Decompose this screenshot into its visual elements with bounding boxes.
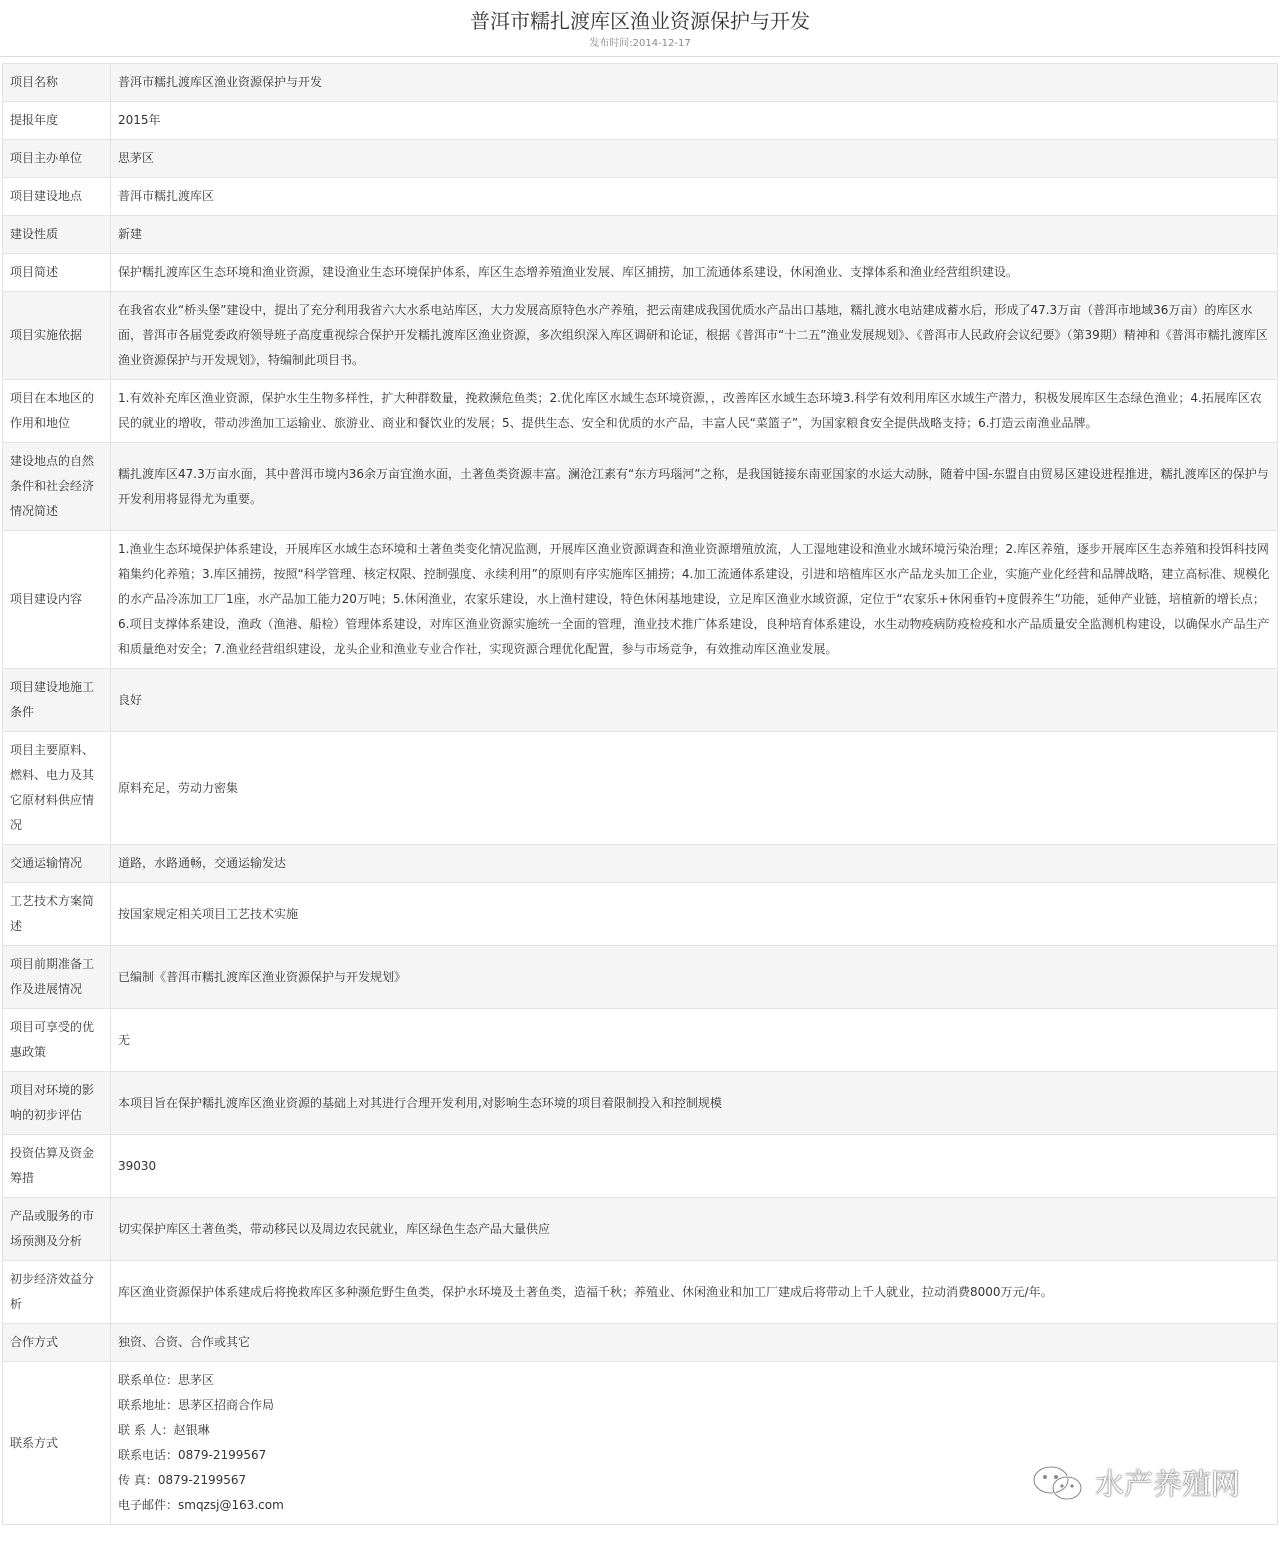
table-row [3,732,1278,845]
row-label: 建设性质 [3,216,111,254]
row-label: 项目可享受的优惠政策 [3,1009,111,1072]
row-value: 2015年 [111,102,1278,140]
row-label: 初步经济效益分析 [3,1261,111,1324]
row-value: 道路，水路通畅，交通运输发达 [111,845,1278,883]
row-value: 普洱市糯扎渡库区 [111,178,1278,216]
page-header [0,0,1280,57]
row-label: 项目对环境的影响的初步评估 [3,1072,111,1135]
contact-label: 联系方式 [3,1362,111,1525]
page-title: 普洱市糯扎渡库区渔业资源保护与开发 [470,9,810,33]
row-value: 思茅区 [111,140,1278,178]
row-label: 项目建设地施工条件 [3,669,111,732]
table-row [3,1198,1278,1261]
contact-line: 联系地址：思茅区招商合作局 [118,1398,275,1412]
row-value: 新建 [111,216,1278,254]
row-value: 无 [111,1009,1278,1072]
row-label: 项目前期准备工作及进展情况 [3,946,111,1009]
table-row [3,292,1278,380]
table-row [3,1009,1278,1072]
row-value: 本项目旨在保护糯扎渡库区渔业资源的基础上对其进行合理开发利用,对影响生态环境的项目着限制投入和控制规模 [111,1072,1278,1135]
table-row [3,1324,1278,1362]
table-row [3,380,1278,443]
table-row [3,1072,1278,1135]
table-row [3,946,1278,1009]
table-row [3,216,1278,254]
row-value: 糯扎渡库区47.3万亩水面，其中普洱市境内36余万亩宜渔水面，土著鱼类资源丰富。澜沧江素有“东方玛瑙河”之称，是我国链接东南亚国家的水运大动脉，随着中国-东盟自由贸易区建设进程推进，糯扎渡库区的保护与开发利用将显得尤为重要。 [111,443,1278,531]
watermark [1031,1462,1240,1503]
row-value: 切实保护库区土著鱼类，带动移民以及周边农民就业，库区绿色生态产品大量供应 [111,1198,1278,1261]
row-label: 项目建设地点 [3,178,111,216]
row-value: 39030 [111,1135,1278,1198]
row-label: 项目简述 [3,254,111,292]
table-row [3,883,1278,946]
row-label: 项目主办单位 [3,140,111,178]
row-value: 已编制《普洱市糯扎渡库区渔业资源保护与开发规划》 [111,946,1278,1009]
row-label: 项目建设内容 [3,531,111,669]
watermark-text: 水产养殖网 [1094,1467,1240,1501]
wechat-icon [1031,1464,1085,1502]
row-value: 库区渔业资源保护体系建成后将挽救库区多种濒危野生鱼类，保护水环境及土著鱼类，造福千秋；养殖业、休闲渔业和加工厂建成后将带动上千人就业，拉动消费8000万元/年。 [111,1261,1278,1324]
table-row [3,1261,1278,1324]
row-label: 工艺技术方案简述 [3,883,111,946]
table-row [3,845,1278,883]
row-label: 交通运输情况 [3,845,111,883]
table-row [3,443,1278,531]
row-label: 投资估算及资金筹措 [3,1135,111,1198]
row-value: 普洱市糯扎渡库区渔业资源保护与开发 [111,64,1278,102]
row-value: 1.有效补充库区渔业资源，保护水生生物多样性，扩大种群数量，挽救濒危鱼类；2.优化库区水域生态环境资源，，改善库区水域生态环境3.科学有效利用库区水域生产潜力，积极发展库区生态绿色渔业；4.拓展库区农民的就业的增收，带动涉渔加工运输业、旅游业、商业和餐饮业的发展；5、提供生态、安全和优质的水产品，丰富人民“菜篮子”，为国家粮食安全提供战略支持；6.打造云南渔业品牌。 [111,380,1278,443]
row-label: 提报年度 [3,102,111,140]
contact-line: 联系电话：0879-2199567 [118,1448,267,1462]
table-row [3,64,1278,102]
publish-date: 发布时间:2014-12-17 [589,38,691,49]
row-value: 按国家规定相关项目工艺技术实施 [111,883,1278,946]
contact-line: 传 真：0879-2199567 [118,1473,247,1487]
table-row [3,140,1278,178]
row-label: 产品或服务的市场预测及分析 [3,1198,111,1261]
table-row [3,1135,1278,1198]
table-row [3,531,1278,669]
row-label: 项目实施依据 [3,292,111,380]
table-row [3,178,1278,216]
row-label: 合作方式 [3,1324,111,1362]
table-row [3,254,1278,292]
table-row [3,669,1278,732]
row-value: 原料充足，劳动力密集 [111,732,1278,845]
row-value: 良好 [111,669,1278,732]
row-value: 独资、合资、合作或其它 [111,1324,1278,1362]
table-row [3,102,1278,140]
contact-line[interactable]: 电子邮件：smqzsj@163.com [118,1498,284,1512]
row-label: 项目主要原料、燃料、电力及其它原材料供应情况 [3,732,111,845]
row-label: 项目名称 [3,64,111,102]
row-value: 1.渔业生态环境保护体系建设，开展库区水域生态环境和土著鱼类变化情况监测，开展库区渔业资源调查和渔业资源增殖放流，人工湿地建设和渔业水域环境污染治理；2.库区养殖，逐步开展库区生态养殖和投饵科技网箱集约化养殖；3.库区捕捞，按照“科学管理、核定权限、控制强度、永续利用”的原则有序实施库区捕捞；4.加工流通体系建设，引进和培植库区水产品龙头加工企业，实施产业化经营和品牌战略，建立高标准、规模化的水产品冷冻加工厂1座，水产品加工能力20万吨；5.休闲渔业，农家乐建设，水上渔村建设，特色休闲基地建设，立足库区渔业水域资源，定位于“农家乐+休闲垂钓+度假养生”功能，延伸产业链，培植新的增长点；6.项目支撑体系建设，渔政（渔港、船检）管理体系建设，对库区渔业资源实施统一全面的管理，渔业技术推广体系建设，良种培育体系建设，水生动物疫病防疫检疫和水产品质量安全监测机构建设，以确保水产品生产和质量绝对安全；7.渔业经营组织建设，龙头企业和渔业专业合作社，实现资源合理优化配置，参与市场竞争，有效推动库区渔业发展。 [111,531,1278,669]
row-label: 项目在本地区的作用和地位 [3,380,111,443]
row-label: 建设地点的自然条件和社会经济情况简述 [3,443,111,531]
project-info-table [2,63,1278,1525]
row-value: 在我省农业“桥头堡”建设中，提出了充分利用我省六大水系电站库区，大力发展高原特色水产养殖，把云南建成我国优质水产品出口基地，糯扎渡水电站建成蓄水后，形成了47.3万亩（普洱市地域36万亩）的库区水面，普洱市各届党委政府领导班子高度重视综合保护开发糯扎渡库区渔业资源，多次组织深入库区调研和论证，根据《普洱市“十二五”渔业发展规划》、《普洱市人民政府会议纪要》（第39期）精神和《普洱市糯扎渡库区渔业资源保护与开发规划》，特编制此项目书。 [111,292,1278,380]
contact-line: 联系单位：思茅区 [118,1373,215,1387]
row-value: 保护糯扎渡库区生态环境和渔业资源，建设渔业生态环境保护体系，库区生态增养殖渔业发展、库区捕捞，加工流通体系建设，休闲渔业、支撑体系和渔业经营组织建设。 [111,254,1278,292]
contact-line: 联 系 人：赵银琳 [118,1423,210,1437]
